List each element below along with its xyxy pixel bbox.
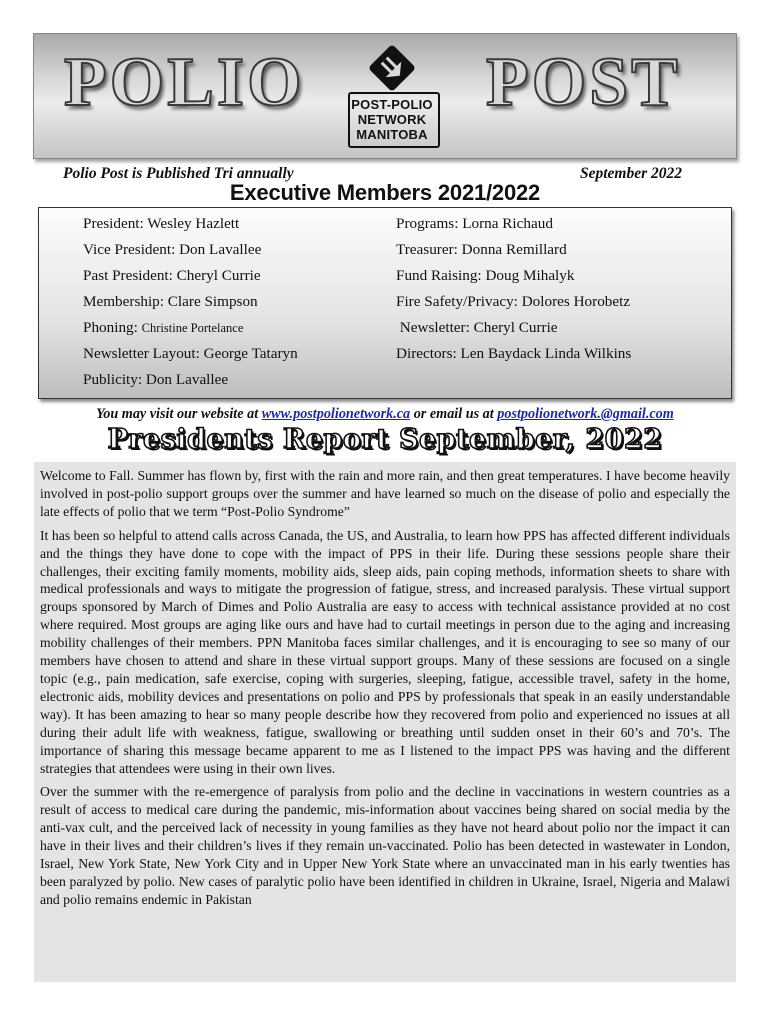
executive-row (83, 240, 298, 266)
executive-name: Len Baydack Linda Wilkins (460, 345, 632, 362)
executive-row (83, 318, 298, 344)
contact-line (0, 406, 770, 423)
executive-row (396, 214, 631, 240)
executive-row (396, 266, 631, 292)
executive-role: Fire Safety/Privacy: (396, 293, 518, 310)
contact-prefix: You may visit our website at (96, 406, 259, 422)
report-body (34, 462, 736, 982)
executive-name: Cheryl Currie (176, 267, 261, 284)
executive-name: Clare Simpson (167, 293, 258, 310)
executive-role: Membership: (83, 293, 164, 310)
executive-name: Don Lavallee (179, 241, 262, 258)
executive-role: Directors: (396, 345, 457, 362)
executive-row (83, 214, 298, 240)
executive-name: George Tataryn (203, 345, 298, 362)
executive-row (83, 292, 298, 318)
publication-date: September 2022 (580, 165, 683, 182)
contact-middle: or email us at (413, 406, 494, 422)
report-paragraph: Over the summer with the re-emergence of paralysis from polio and the decline in vaccinations in western countries as a result of access to medical care during the pandemic, mis-information about vaccines being shared on social media by the anti-vax cult, and the perceived lack of necessity in young families as they have not heard about polio nor the impact it can have in their lives and their children’s lives if they remain un-vaccinated. Polio has been detected in wastewater in London, Israel, New York State, New York City and in Upper New York State where an unvaccinated man in his early twenties has been paralyzed by polio. New cases of paralytic polio have been identified in children in Ukraine, Israel, Nigeria and Malawi and polio remains endemic in Pakistan (40, 784, 730, 907)
executive-row (83, 370, 298, 396)
masthead (33, 33, 737, 159)
logo-line-2: NETWORK (357, 112, 427, 127)
report-title: Presidents Report September, 2022 (107, 424, 663, 455)
executive-name: Doug Mihalyk (485, 267, 575, 284)
executive-role: President: (83, 215, 144, 232)
executive-name: Dolores Horobetz (521, 293, 631, 310)
masthead-title-right: POST (486, 44, 681, 121)
executive-role: Treasurer: (396, 241, 458, 258)
executive-name: Cheryl Currie (473, 319, 558, 336)
masthead-title-left: POLIO (64, 44, 305, 121)
executive-role: Programs: (396, 215, 459, 232)
executive-name: Christine Portelance (141, 321, 244, 335)
logo-line-3: MANITOBA (356, 127, 428, 142)
report-paragraph: It has been so helpful to attend calls across Canada, the US, and Australia, to learn how PPS has affected different individuals and the things they have done to cope with the impact of PPS in their life. During these sessions people share their challenges, their exciting family moments, mobility aids, sleep aids, pain coping methods, information sheets to share with medical professionals and ways to mitigate the progression of fatigue, stress, and increased paralysis. These virtual support groups sponsored by March of Dimes and Polio Australia are easy to access with technical assistance provided at no cost where required. Most groups are aging like ours and have had to curtail meetings in person due to the aging and increasing mobility challenges of their members. PPN Manitoba faces similar challenges, and it is encouraging to see so many of our members have chosen to attend and share in these virtual support groups. Many of these sessions are focused on a single topic (e.g., pain medication, safe exercise, coping with surgeries, sleeping, fatigue, accessible travel, safety in the home, electronic aids, mobility devices and presentations on polio and PPS by professionals that speak in an easily understandable way). It has been amazing to hear so many people describe how they recovered from polio and experienced no issues at all during their adult life with weakness, fatigue, swallowing or breathing until sudden onset in their 60’s and 70’s. The importance of sharing this message became apparent to me as I listened to the impact PPS was having and the different strategies that attendees were using in their own lives. (40, 527, 730, 776)
executive-role: Newsletter: (399, 319, 470, 336)
executive-name: Donna Remillard (461, 241, 567, 258)
publication-frequency: Polio Post is Published Tri annually (63, 165, 294, 182)
executive-row (396, 318, 631, 344)
executive-box (38, 207, 732, 399)
executive-name: Don Lavallee (145, 371, 229, 388)
executive-role: Publicity: (83, 371, 143, 388)
executive-name: Lorna Richaud (462, 215, 553, 232)
executive-row (83, 266, 298, 292)
report-paragraph: Welcome to Fall. Summer has flown by, first with the rain and more rain, and then great temperatures. I have become heavily involved in post-polio support groups over the summer and have learned so much on the disease of polio and especially the late effects of polio that we term “Post-Polio Syndrome” (40, 468, 730, 519)
executive-row (396, 240, 631, 266)
executive-row (396, 292, 631, 318)
email-link[interactable]: postpolionetwork.@gmail.com (497, 406, 674, 422)
polio-network-logo-icon (340, 42, 444, 94)
executive-role: Phoning: (83, 319, 138, 336)
executive-role: Fund Raising: (396, 267, 482, 284)
executive-title: Executive Members 2021/2022 (229, 180, 541, 205)
logo-line-1: POST-POLIO (351, 97, 433, 112)
executive-role: Vice President: (83, 241, 176, 258)
post-polio-network-logo (340, 42, 444, 152)
executive-row (396, 344, 631, 370)
executive-name: Wesley Hazlett (147, 215, 240, 232)
executive-right-column (396, 214, 631, 370)
executive-role: Newsletter Layout: (83, 345, 200, 362)
executive-row (83, 344, 298, 370)
executive-role: Past President: (83, 267, 173, 284)
website-link[interactable]: www.postpolionetwork.ca (261, 406, 411, 422)
executive-left-column (83, 214, 298, 396)
